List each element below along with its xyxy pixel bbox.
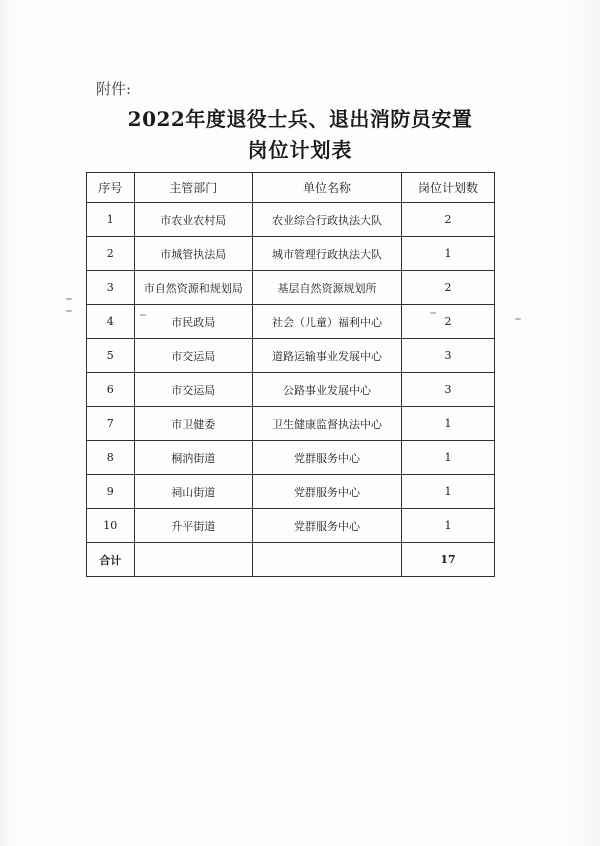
row-unit: 公路事业发展中心 xyxy=(252,373,401,407)
row-dept: 市城管执法局 xyxy=(134,237,252,271)
row-unit: 党群服务中心 xyxy=(252,441,401,475)
total-label: 合计 xyxy=(87,543,135,577)
row-unit: 城市管理行政执法大队 xyxy=(252,237,401,271)
row-unit: 党群服务中心 xyxy=(252,509,401,543)
row-dept: 市卫健委 xyxy=(134,407,252,441)
scan-speck xyxy=(66,298,72,300)
row-dept: 市农业农村局 xyxy=(134,203,252,237)
row-dept: 祠山街道 xyxy=(134,475,252,509)
row-unit: 基层自然资源规划所 xyxy=(252,271,401,305)
table-row xyxy=(87,475,495,509)
row-no: 3 xyxy=(87,271,135,305)
row-unit: 党群服务中心 xyxy=(252,475,401,509)
row-count: 2 xyxy=(402,305,495,339)
row-no: 10 xyxy=(87,509,135,543)
total-value: 17 xyxy=(402,543,495,577)
table-row xyxy=(87,271,495,305)
attachment-label: 附件: xyxy=(96,80,132,98)
row-count: 1 xyxy=(402,407,495,441)
row-count: 2 xyxy=(402,203,495,237)
row-no: 6 xyxy=(87,373,135,407)
document-title: 2022年度退役士兵、退出消防员安置 xyxy=(127,107,473,131)
row-count: 1 xyxy=(402,509,495,543)
row-no: 8 xyxy=(87,441,135,475)
row-count: 1 xyxy=(402,475,495,509)
row-no: 4 xyxy=(87,305,135,339)
scan-speck xyxy=(66,310,72,312)
header-dept: 主管部门 xyxy=(134,173,252,203)
row-count: 3 xyxy=(402,339,495,373)
table-row xyxy=(87,305,495,339)
row-dept: 市自然资源和规划局 xyxy=(134,271,252,305)
table-row xyxy=(87,407,495,441)
table-row xyxy=(87,509,495,543)
row-dept: 桐汭街道 xyxy=(134,441,252,475)
row-no: 2 xyxy=(87,237,135,271)
header-count: 岗位计划数 xyxy=(402,173,495,203)
scan-speck xyxy=(515,318,521,320)
scan-speck xyxy=(140,314,146,316)
row-unit: 卫生健康监督执法中心 xyxy=(252,407,401,441)
total-empty-dept xyxy=(134,543,252,577)
row-no: 5 xyxy=(87,339,135,373)
row-dept: 市交运局 xyxy=(134,339,252,373)
table-row xyxy=(87,237,495,271)
row-unit: 社会（儿童）福利中心 xyxy=(252,305,401,339)
total-row xyxy=(87,543,495,577)
row-dept: 市交运局 xyxy=(134,373,252,407)
row-no: 7 xyxy=(87,407,135,441)
placement-plan-table xyxy=(86,172,495,577)
document-subtitle: 岗位计划表 xyxy=(247,138,353,162)
row-count: 3 xyxy=(402,373,495,407)
row-count: 1 xyxy=(402,441,495,475)
scan-speck xyxy=(430,312,436,314)
row-unit: 农业综合行政执法大队 xyxy=(252,203,401,237)
table-row xyxy=(87,373,495,407)
table-row xyxy=(87,339,495,373)
header-no: 序号 xyxy=(87,173,135,203)
row-dept: 市民政局 xyxy=(134,305,252,339)
row-count: 1 xyxy=(402,237,495,271)
table-row xyxy=(87,441,495,475)
header-unit: 单位名称 xyxy=(252,173,401,203)
row-count: 2 xyxy=(402,271,495,305)
row-dept: 升平街道 xyxy=(134,509,252,543)
row-no: 9 xyxy=(87,475,135,509)
table-header-row xyxy=(87,173,495,203)
row-unit: 道路运输事业发展中心 xyxy=(252,339,401,373)
row-no: 1 xyxy=(87,203,135,237)
table-row xyxy=(87,203,495,237)
total-empty-unit xyxy=(252,543,401,577)
